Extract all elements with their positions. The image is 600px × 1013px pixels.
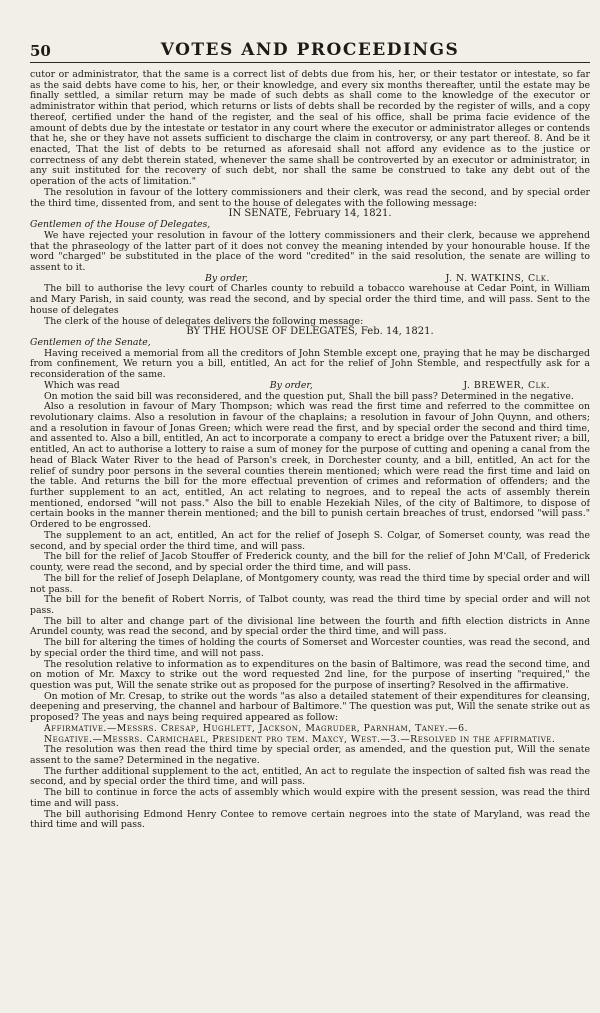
paragraph: Also a resolution in favour of Mary Thompson; which was read the first time and referred to the committee on revolutionary claims. Also a resolution in favour of the chaplains; a resolution in favour of John Quynn, and others; and a resolution in favour of Jonas Green; which were read the first, and by special order the second and third time, and assented to. Also a bill, entitled, An act to incorporate a company to erect a bridge over the Patuxent river; a bill, entitled, An act to authorise a lottery to raise a sum of money for the purpose of cutting and opening a canal from the head of Black Water River to the head of Parson's creek, in Dorchester county, and a bill, entitled, An act for the relief of sundry poor persons in the several counties therein mentioned; which were read the first time and laid on the table. And returns the bill for the more effectual prevention of crimes and reformation of offenders; and the further supplement to an act, entitled, An act relating to negroes, and to repeal the acts of assembly therein mentioned, endorsed "will not pass." Also the bill to enable Hezekiah Niles, of the city of Baltimore, to dispose of certain books in the manner therein mentioned; and the bill to punish certain breaches of trust, endorsed "will pass." Ordered to be engrossed. <box>30 401 590 531</box>
paragraph: The bill for the relief of Joseph Delaplane, of Montgomery county, was read the third time by special order and will not pass. <box>30 572 590 595</box>
paragraph: We have rejected your resolution in favour of the lottery commissioners and their clerk, because we apprehend that the phraseology of the latter part of it does not convey the meaning intended by your honourable house. If the word "charged" be substituted in the place of the word "credited" in the said resolution, the senate are willing to assent to it. <box>30 229 590 273</box>
message-heading: BY THE HOUSE OF DELEGATES, Feb. 14, 1821. <box>186 326 434 338</box>
vote-affirmative: Affirmative.—Messrs. Cresap, Hughlett, Jackson, Magruder, Parnham, Taney.—6. <box>44 722 469 734</box>
paragraph: The bill for the relief of Jacob Stouffer of Frederick county, and the bill for the relief of John M'Call, of Frederick county, were read the second, and by special order the third time, and will pass. <box>30 551 590 574</box>
paragraph: The supplement to an act, entitled, An act for the relief of Joseph S. Colgar, of Somerset county, was read the second, and by special order the third time, and will pass. <box>30 529 590 552</box>
paragraph: The clerk of the house of delegates delivers the following message: <box>44 315 364 327</box>
paragraph: The further additional supplement to the act, entitled, An act to regulate the inspection of salted fish was read the second, and by special order the third time, and will pass. <box>30 765 590 788</box>
by-order-label: By order, <box>205 272 249 284</box>
paragraph: The bill to alter and change part of the divisional line between the fourth and fifth election districts in Anne Arundel county, was read the second, and by special order the third time, and will pass. <box>30 615 590 638</box>
paragraph: The resolution in favour of the lottery commissioners and their clerk, was read the second, and by special order the third time, dissented from, and sent to the house of delegates with the following message: <box>30 186 590 209</box>
paragraph: The bill authorising Edmond Henry Contee to remove certain negroes into the state of Maryland, was read the third time and will pass. <box>30 808 590 831</box>
paragraph: The bill for altering the times of holding the courts of Somerset and Worcester counties, was read the second, and by special order the third time, and will not pass. <box>30 637 590 659</box>
page-number: 50 <box>30 42 51 60</box>
clerk-name: J. N. WATKINS, Clk. <box>445 272 550 284</box>
document-body <box>30 70 590 1005</box>
signature-line <box>30 381 590 392</box>
paragraph: The resolution was then read the third time by special order, as amended, and the question put, Will the senate assent to the same? Determined in the negative. <box>30 744 590 766</box>
salutation: Gentlemen of the House of Delegates, <box>30 219 211 231</box>
paragraph: On motion of Mr. Cresap, to strike out the words "as also a detailed statement of their expenditures for cleansing, deepening and preserving, the channel and harbour of Baltimore." The question was put, Will the senate strike out as proposed? The yeas and nays being required appeared as follow: <box>30 690 590 724</box>
by-order-label: By order, <box>269 379 313 391</box>
header-rule <box>30 62 590 63</box>
paragraph: The resolution relative to information as to expenditures on the basin of Baltimore, was read the second time, and on motion of Mr. Maxcy to strike out the word requested 2nd line, for the purpose of inserting "required," the question was put, Will the senate strike out as proposed for the purpose of inserting? Resolved in the affirmative. <box>30 658 590 691</box>
paragraph: The bill to continue in force the acts of assembly which would expire with the present session, was read the third time and will pass. <box>30 787 590 809</box>
paragraph: Having received a memorial from all the creditors of John Stemble except one, praying that he may be discharged from confinement, We return you a bill, entitled, An act for the relief of John Stemble, and respectfully ask for a reconsideration of the same. <box>30 347 590 381</box>
paragraph: The bill for the benefit of Robert Norris, of Talbot county, was read the third time by special order and will not pass. <box>30 594 590 616</box>
paragraph: The bill to authorise the levy court of Charles county to rebuild a tobacco warehouse at Cedar Point, in William and Mary Parish, in said county, was read the second, and by special order the third time, and will pass. Sent to the house of delegates <box>30 283 590 316</box>
page-header <box>30 40 590 62</box>
which-was-read-label: Which was read <box>44 379 120 391</box>
clerk-name: J. BREWER, Clk. <box>463 379 550 391</box>
paragraph: cutor or administrator, that the same is a correct list of debts due from his, her, or their testator or intestate, so far as the said debts have come to his, her, or their knowledge, and every six months thereafter, until the estate may be finally settled, a similar return may be made of such debts as shall come to the knowledge of the executor or administrator within that period, which returns or lists of debts shall be recorded by the register of wills, and a copy thereof, certified under the hand of the register, and the seal of his office, shall be prima facie evidence of the amount of debts due by the intestate or testator in any court where the executor or administrator alleges or contends that he, she or they have not assets sufficient to discharge the claim in controversy, or any part thereof. 8. And be it enacted, That the list of debts to be returned as aforesaid shall not afford any evidence as to the justice or correctness of any debt therein stated, whenever the same shall be controverted by an executor or administrator, in any suit instituted for the recovery of such debt, nor shall the same be construed to take any debt out of the operation of the acts of limitation." <box>30 70 590 188</box>
salutation: Gentlemen of the Senate, <box>30 336 151 348</box>
vote-negative: Negative.—Messrs. Carmichael, President pro tem. Maxcy, West.—3.—Resolved in the affirmative. <box>44 733 556 745</box>
message-heading: IN SENATE, February 14, 1821. <box>228 208 392 220</box>
paragraph: On motion the said bill was reconsidered, and the question put, Shall the bill pass? Determined in the negative. <box>44 390 574 402</box>
document-page <box>30 0 590 1013</box>
running-title: VOTES AND PROCEEDINGS <box>160 40 460 60</box>
